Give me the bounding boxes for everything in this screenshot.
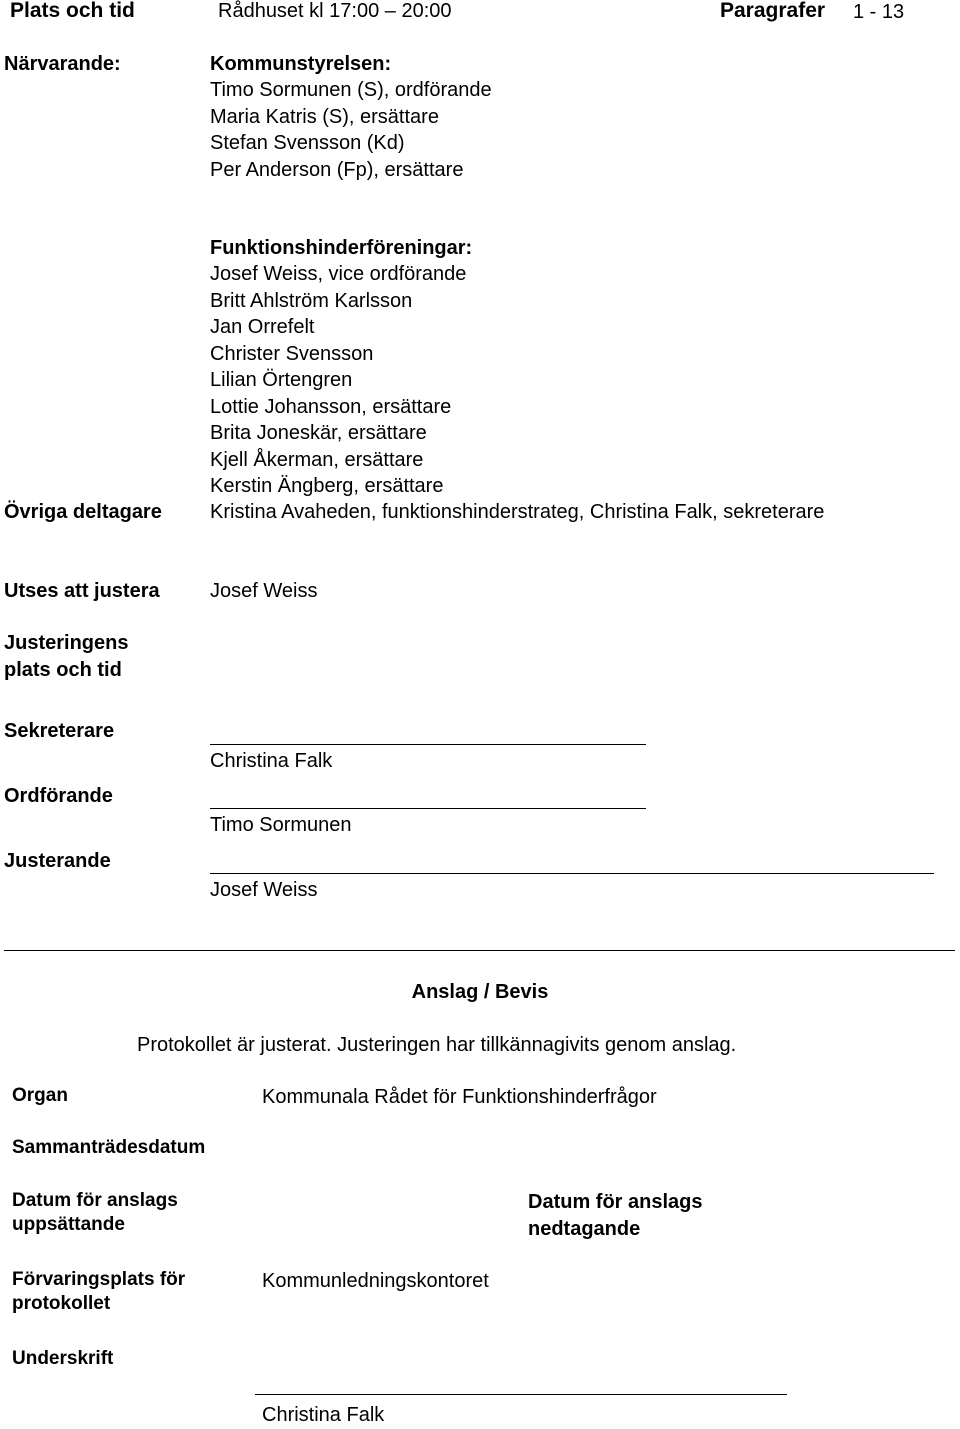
utses-att-justera-value: Josef Weiss	[210, 580, 318, 602]
justeringens-plats-label-line2: plats och tid	[4, 659, 122, 681]
nedtagande-label-line1: Datum för anslags	[528, 1191, 703, 1213]
list-item: Brita Joneskär, ersättare	[210, 422, 427, 444]
section-divider	[4, 950, 955, 951]
paragrafer-value: 1 - 13	[853, 1, 905, 23]
foreningar-heading: Funktionshinderföreningar:	[210, 237, 473, 259]
organ-label: Organ	[12, 1085, 68, 1106]
kommunstyrelsen-list	[210, 77, 492, 183]
underskrift-name: Christina Falk	[262, 1404, 385, 1426]
narvarande-label: Närvarande:	[4, 53, 121, 75]
plats-och-tid-value: Rådhuset kl 17:00 – 20:00	[218, 0, 452, 22]
justerande-name: Josef Weiss	[210, 879, 318, 901]
sammantradesdatum-label: Sammanträdesdatum	[12, 1137, 206, 1158]
foreningar-list	[210, 261, 466, 500]
list-item: Jan Orrefelt	[210, 316, 315, 338]
paragrafer-label: Paragrafer	[720, 0, 826, 22]
utses-att-justera-label: Utses att justera	[4, 580, 160, 602]
list-item: Timo Sormunen (S), ordförande	[210, 79, 492, 101]
plats-och-tid-label: Plats och tid	[10, 0, 135, 22]
signature-line-ordforande	[210, 808, 646, 809]
list-item: Stefan Svensson (Kd)	[210, 132, 405, 154]
list-item: Britt Ahlström Karlsson	[210, 289, 413, 312]
kommunstyrelsen-heading: Kommunstyrelsen:	[210, 53, 392, 75]
justerande-label: Justerande	[4, 850, 111, 872]
uppsattande-label-line2: uppsättande	[12, 1214, 125, 1235]
list-item: Christer Svensson	[210, 342, 374, 365]
underskrift-label: Underskrift	[12, 1348, 114, 1369]
list-item: Maria Katris (S), ersättare	[210, 105, 439, 128]
forvaringsplats-label-line1: Förvaringsplats för	[12, 1269, 186, 1290]
signature-line-underskrift	[255, 1394, 787, 1395]
sekreterare-label: Sekreterare	[4, 720, 115, 742]
signature-line-sekreterare	[210, 744, 646, 745]
signature-line-justerande	[210, 873, 934, 874]
ordforande-name: Timo Sormunen	[210, 814, 352, 836]
anslag-statement: Protokollet är justerat. Justeringen har tillkännagivits genom anslag.	[137, 1034, 737, 1056]
ovriga-deltagare-value: Kristina Avaheden, funktionshinderstrateg, Christina Falk, sekreterare	[210, 501, 825, 523]
list-item: Lottie Johansson, ersättare	[210, 395, 452, 418]
list-item: Kerstin Ängberg, ersättare	[210, 475, 444, 497]
anslag-bevis-title: Anslag / Bevis	[411, 981, 549, 1003]
organ-value: Kommunala Rådet för Funktionshinderfrågor	[262, 1086, 657, 1108]
forvaringsplats-value: Kommunledningskontoret	[262, 1270, 489, 1292]
justeringens-plats-label-line1: Justeringens	[4, 632, 129, 654]
nedtagande-label-line2: nedtagande	[528, 1218, 641, 1240]
ovriga-deltagare-label: Övriga deltagare	[4, 501, 162, 523]
list-item: Kjell Åkerman, ersättare	[210, 448, 424, 471]
list-item: Lilian Örtengren	[210, 369, 353, 391]
forvaringsplats-label-line2: protokollet	[12, 1293, 111, 1314]
list-item: Josef Weiss, vice ordförande	[210, 263, 467, 285]
list-item: Per Anderson (Fp), ersättare	[210, 158, 464, 181]
ordforande-label: Ordförande	[4, 785, 113, 807]
uppsattande-label-line1: Datum för anslags	[12, 1190, 178, 1211]
sekreterare-name: Christina Falk	[210, 750, 333, 772]
